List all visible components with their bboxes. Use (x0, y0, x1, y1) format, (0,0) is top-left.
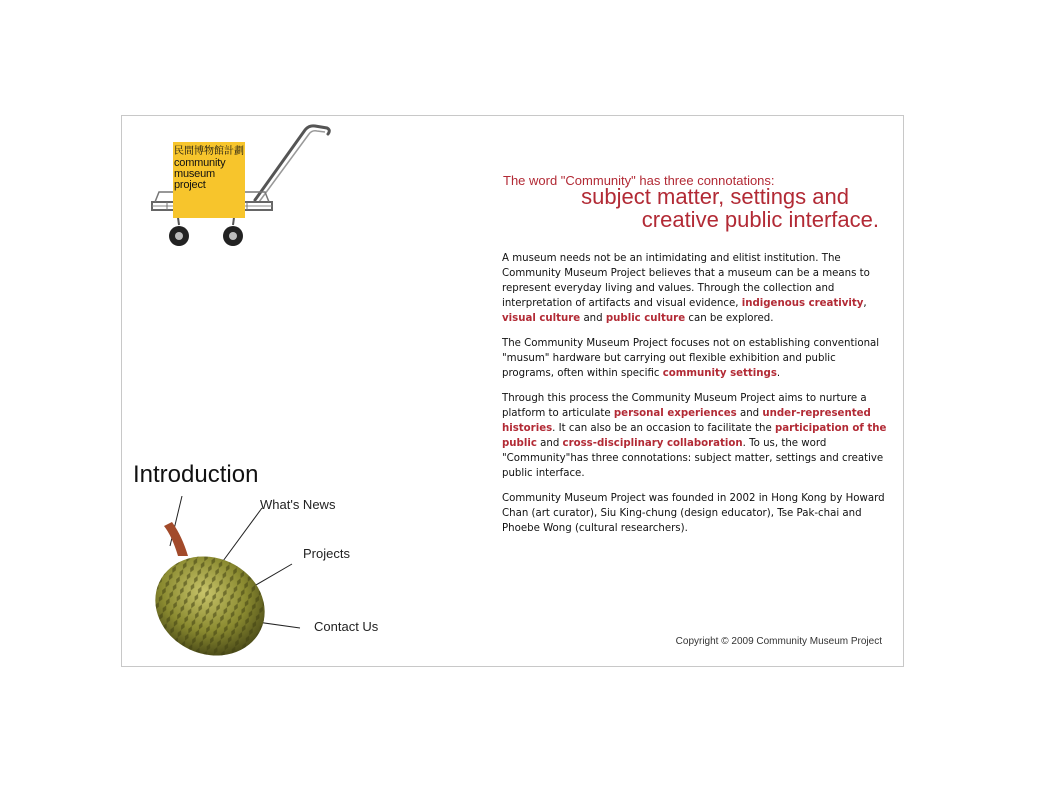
tagline: The word "Community" has three connotations: (503, 173, 775, 188)
copyright: Copyright © 2009 Community Museum Project (675, 636, 882, 647)
text-run: A museum needs not be an intimidating and elitist institution. The Community Museum Project believes that a museum can be a means to represent everyday living and values. Through the collection and interpretation of artifacts and visual evidence, (502, 253, 870, 309)
highlight-cross-disciplinary-collaboration: cross-disciplinary collaboration (562, 438, 743, 449)
highlight-participation-of-the-public: participation of the public (502, 423, 887, 449)
highlight-indigenous-creativity: indigenous creativity (741, 298, 864, 309)
intro-body (502, 251, 887, 546)
text-run: . To us, the word "Community"has three connotations: subject matter, settings and creative public interface. (502, 438, 884, 479)
paragraph-2 (502, 336, 887, 381)
highlight-public-culture: public culture (605, 313, 686, 324)
text-run: and (536, 438, 563, 449)
nav-projects[interactable]: Projects (303, 546, 350, 561)
nav-contact-us[interactable]: Contact Us (314, 619, 379, 634)
highlight-under-represented-histories: under-represented histories (502, 408, 871, 434)
headline-line-1: subject matter, settings and (581, 184, 849, 209)
logo-chinese: 民間博物館計劃 (174, 146, 244, 157)
paragraph-1 (502, 251, 887, 326)
durian-icon (142, 496, 302, 656)
paragraph-3 (502, 391, 887, 481)
nav-introduction[interactable]: Introduction (133, 461, 259, 488)
logo-line-project: project (174, 179, 206, 191)
logo-text (174, 146, 254, 191)
nav-whats-news[interactable]: What's News (260, 497, 336, 512)
highlight-community-settings: community settings (662, 368, 777, 379)
highlight-personal-experiences: personal experiences (613, 408, 737, 419)
highlight-visual-culture: visual culture (502, 313, 581, 324)
logo-line-museum: museum (174, 168, 215, 180)
text-run: . (776, 368, 781, 379)
headline-line-2: creative public interface. (641, 207, 879, 232)
site-logo[interactable] (147, 122, 337, 250)
text-run: Through this process the Community Museum Project aims to nurture a platform to articulate (502, 393, 867, 419)
text-run: . It can also be an occasion to facilitate the (552, 423, 776, 434)
paragraph-4: Community Museum Project was founded in 2002 in Hong Kong by Howard Chan (art curator), Siu King-chung (design educator), Tse Pak-chai and Phoebe Wong (cultural researchers). (502, 493, 885, 534)
text-run: and (580, 313, 606, 324)
text-run: and (736, 408, 763, 419)
text-run: The Community Museum Project focuses not on establishing conventional "musum" hardware but carrying out flexible exhibition and public programs, often within specific (502, 338, 880, 379)
text-run: , (863, 298, 867, 309)
headline (581, 185, 879, 231)
logo-line-community: community (174, 157, 226, 169)
page-frame (121, 115, 904, 667)
text-run: can be explored. (685, 313, 774, 324)
